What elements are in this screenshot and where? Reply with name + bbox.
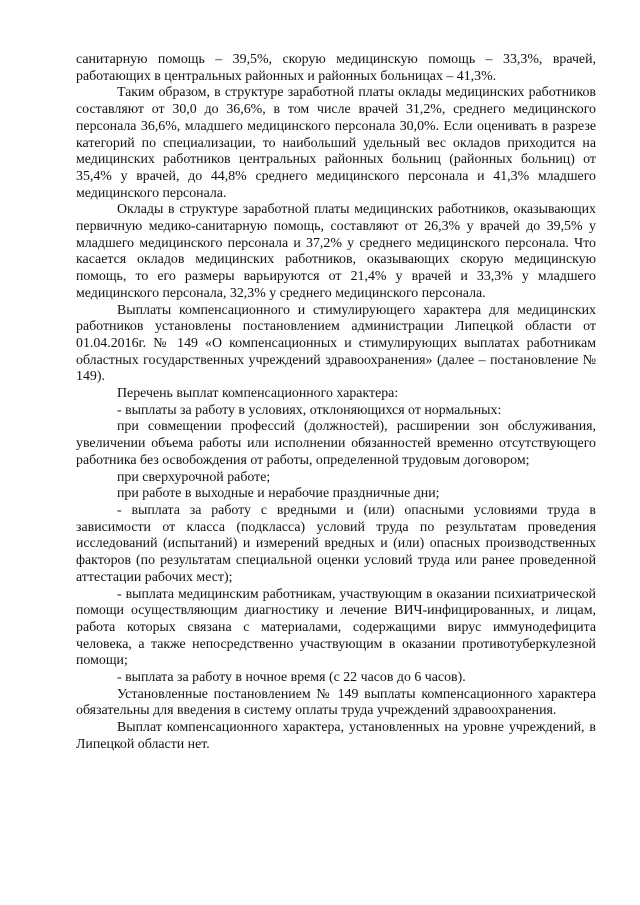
paragraph-11: - выплата медицинским работникам, участвующим в оказании психиатрической помощи осуществляющим диагностику и лечение ВИЧ-инфицированных, и лицам, работа которых связана с материалами, содержащими вирус иммунодефицита человека, а также непосредственно участвующим в оказании противотуберкулезной помощи; bbox=[76, 586, 596, 669]
paragraph-3: Оклады в структуре заработной платы медицинских работников, оказывающих первичную медико-санитарную помощь, составляют от 26,3% у врачей до 39,5% у младшего медицинского персонала и 37,2% у среднего медицинского персонала. Что касается окладов медицинских работников, оказывающих скорую медицинскую помощь, то его размеры варьируются от 21,4% у врачей и 33,3% у младшего медицинского персонала, 32,3% у среднего медицинского персонала. bbox=[76, 202, 596, 301]
paragraph-4: Выплаты компенсационного и стимулирующего характера для медицинских работников установлены постановлением администрации Липецкой области от 01.04.2016г. № 149 «О компенсационных и стимулирующих выплатах работникам областных государственных учреждений здравоохранения» (далее – постановление № 149). bbox=[76, 302, 596, 385]
paragraph-8: при сверхурочной работе; bbox=[117, 469, 271, 485]
paragraph-12: - выплата за работу в ночное время (с 22 часов до 6 часов). bbox=[117, 670, 466, 686]
paragraph-5: Перечень выплат компенсационного характера: bbox=[117, 386, 399, 402]
paragraph-14: Выплат компенсационного характера, установленных на уровне учреждений, в Липецкой области нет. bbox=[76, 720, 596, 752]
document-page bbox=[76, 52, 596, 754]
paragraph-7: при совмещении профессий (должностей), расширении зон обслуживания, увеличении объема работы или исполнении обязанностей временно отсутствующего работника без освобождения от работы, определенной трудовым договором; bbox=[76, 419, 596, 468]
paragraph-6: - выплаты за работу в условиях, отклоняющихся от нормальных: bbox=[117, 402, 502, 418]
paragraph-10: - выплата за работу с вредными и (или) опасными условиями труда в зависимости от класса (подкласса) условий труда по результатам проведения исследований (испытаний) и измерений вредных и (или) опасных производственных факторов (по результатам специальной оценки условий труда или ранее проведенной аттестации рабочих мест); bbox=[76, 502, 596, 585]
paragraph-9: при работе в выходные и нерабочие праздничные дни; bbox=[117, 486, 440, 502]
paragraph-1: санитарную помощь – 39,5%, скорую медицинскую помощь – 33,3%, врачей, работающих в центральных районных и районных больницах – 41,3%. bbox=[76, 52, 596, 84]
paragraph-2: Таким образом, в структуре заработной платы оклады медицинских работников составляют от 30,0 до 36,6%, в том числе врачей 31,2%, среднего медицинского персонала 36,6%, младшего медицинского персонала 30,0%. Если оценивать в разрезе категорий по специализации, то наибольший удельный вес окладов приходится на медицинских работников центральных районных больниц (районных больниц) от 35,4% у врачей, до 44,8% среднего медицинского персонала и 41,3% младшего медицинского персонала. bbox=[76, 85, 596, 201]
paragraph-13: Установленные постановлением № 149 выплаты компенсационного характера обязательны для введения в систему оплаты труда учреждений здравоохранения. bbox=[76, 686, 596, 719]
